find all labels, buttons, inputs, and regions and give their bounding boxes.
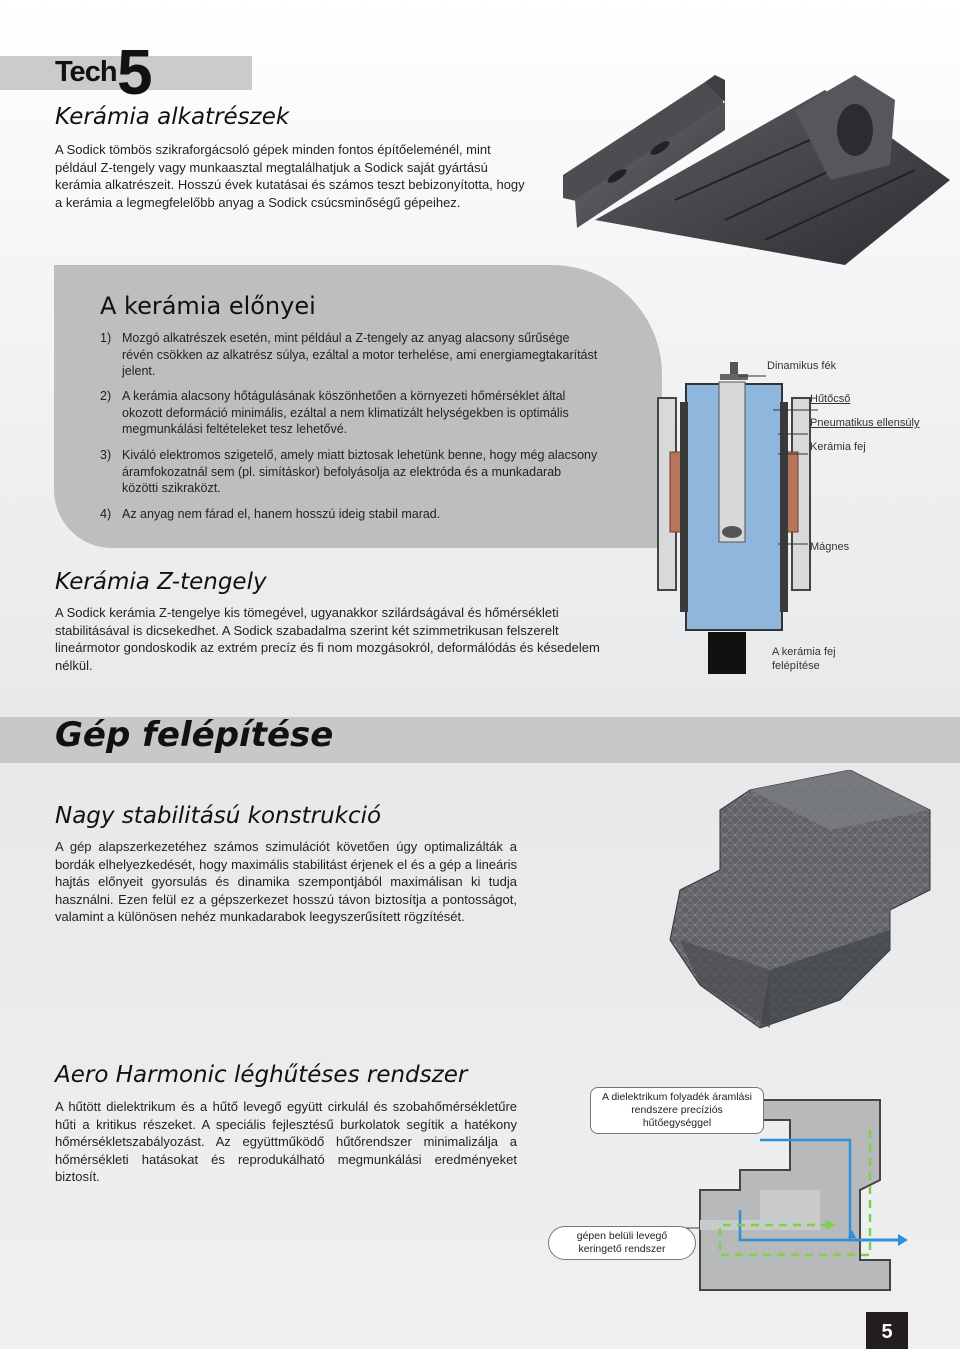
machine-section-title: Gép felépítése	[55, 715, 334, 755]
advantages-title: A kerámia előnyei	[100, 292, 316, 320]
aero-title: Aero Harmonic léghűtéses rendszer	[55, 1062, 468, 1088]
stability-body: A gép alapszerkezetéhez számos szimulációt követően úgy optimalizálták a bordák elhelyezkedését, hogy maximális stabilitást érjenek el és a gép a lineáris hajtás előnyeit gyorsulás és dinamika szempontjából maximálisan ki tudja használni. Ezen felül ez a gépszerkezet hosszú távon biztosítja a pontosságot, valamint a különösen nehéz munkadarabok leegyszerűsített rögzítését.	[55, 839, 517, 924]
advantage-item-1	[100, 330, 600, 380]
machine-structure-image	[640, 770, 940, 1040]
advantage-num: 1)	[100, 331, 112, 345]
advantage-item-4	[100, 506, 600, 523]
ceramic-parts-image	[555, 70, 955, 270]
ceramic-parts-title: Kerámia alkatrészek	[55, 104, 290, 130]
callout-air-circulation: gépen belüli levegő keringető rendszer	[548, 1226, 696, 1260]
advantage-text: Kiváló elektromos szigetelő, amely miatt biztosak lehetünk benne, hogy még alacsony áramfokozatnál sem (pl. simításkor) befolyásolja az elektróda és a munkadarab közötti szikraközt.	[122, 448, 598, 495]
label-magnets: Mágnes	[810, 541, 850, 553]
tech-label: Tech	[55, 56, 117, 88]
label-ceramic-head: Kerámia fej	[810, 441, 866, 453]
advantage-num: 2)	[100, 389, 112, 403]
advantage-text: Az anyag nem fárad el, hanem hosszú ideig stabil marad.	[122, 507, 441, 521]
advantage-item-2	[100, 388, 600, 438]
z-axis-body: A Sodick kerámia Z-tengelye kis tömegével, ugyanakkor szilárdságával és hőmérsékleti stabilitásával is dicsekedhet. A Sodick szabadalma szerint két szimmetrikusan felszerelt lineármotor gondoskodik az extrém precíz és fi nom mozgásokról, deformálódás és késedelem nélkül.	[55, 605, 600, 673]
label-pneumatic: Pneumatikus ellensúly	[810, 417, 920, 429]
page-number: 5	[866, 1312, 908, 1349]
tech-number: 5	[117, 36, 153, 108]
stability-title: Nagy stabilitású konstrukció	[55, 803, 382, 829]
label-head-structure: A kerámia fej felépítése	[772, 646, 836, 672]
advantage-num: 4)	[100, 507, 112, 521]
advantage-text: A kerámia alacsony hőtágulásának köszönhetően a környezeti hőmérséklet által okozott deformáció minimális, ezáltal a nem klimatizált helységekben is optimális megmunkálási feltételeket tesz lehetővé.	[122, 389, 569, 436]
advantage-num: 3)	[100, 448, 112, 462]
label-dynamic-brake: Dinamikus fék	[767, 360, 837, 372]
advantage-item-3	[100, 447, 600, 497]
ceramic-parts-body: A Sodick tömbös szikraforgácsoló gépek minden fontos építőeleménél, mint például Z-tengely vagy munkaasztal megtalálhatjuk a Sodick saját gyártású kerámia alkatrészeit. Hosszú évek kutatásai és számos teszt bebizonyította, hogy a kerámia a legmegfelelőbb anyag a Sodick csúcsminőségű gépeihez.	[55, 142, 525, 210]
advantage-text: Mozgó alkatrészek esetén, mint például a Z-tengely az anyag alacsony sűrűsége révén csökken az alkatrész súlya, ezáltal a motor terhelése, ami energiamegtakarítást jelent.	[122, 331, 598, 378]
aero-body: A hűtött dielektrikum és a hűtő levegő együtt cirkulál és szobahőmérsékletűre hűti a kritikus részeket. A speciális fejlesztésű burkolatok segítik a hatékony hőmérsékletszabályozást. Az együttműködő hűtőrendszer minimalizálja a hőmérsékleti hatásokat és reprodukálható megmunkálási eredményeket biztosít.	[55, 1099, 517, 1184]
callout-dielectric: A dielektrikum folyadék áramlási rendszere precíziós hűtőegységgel	[590, 1087, 764, 1134]
z-axis-title: Kerámia Z-tengely	[55, 569, 267, 595]
label-cooling-pipe: Hűtőcső	[810, 393, 851, 405]
